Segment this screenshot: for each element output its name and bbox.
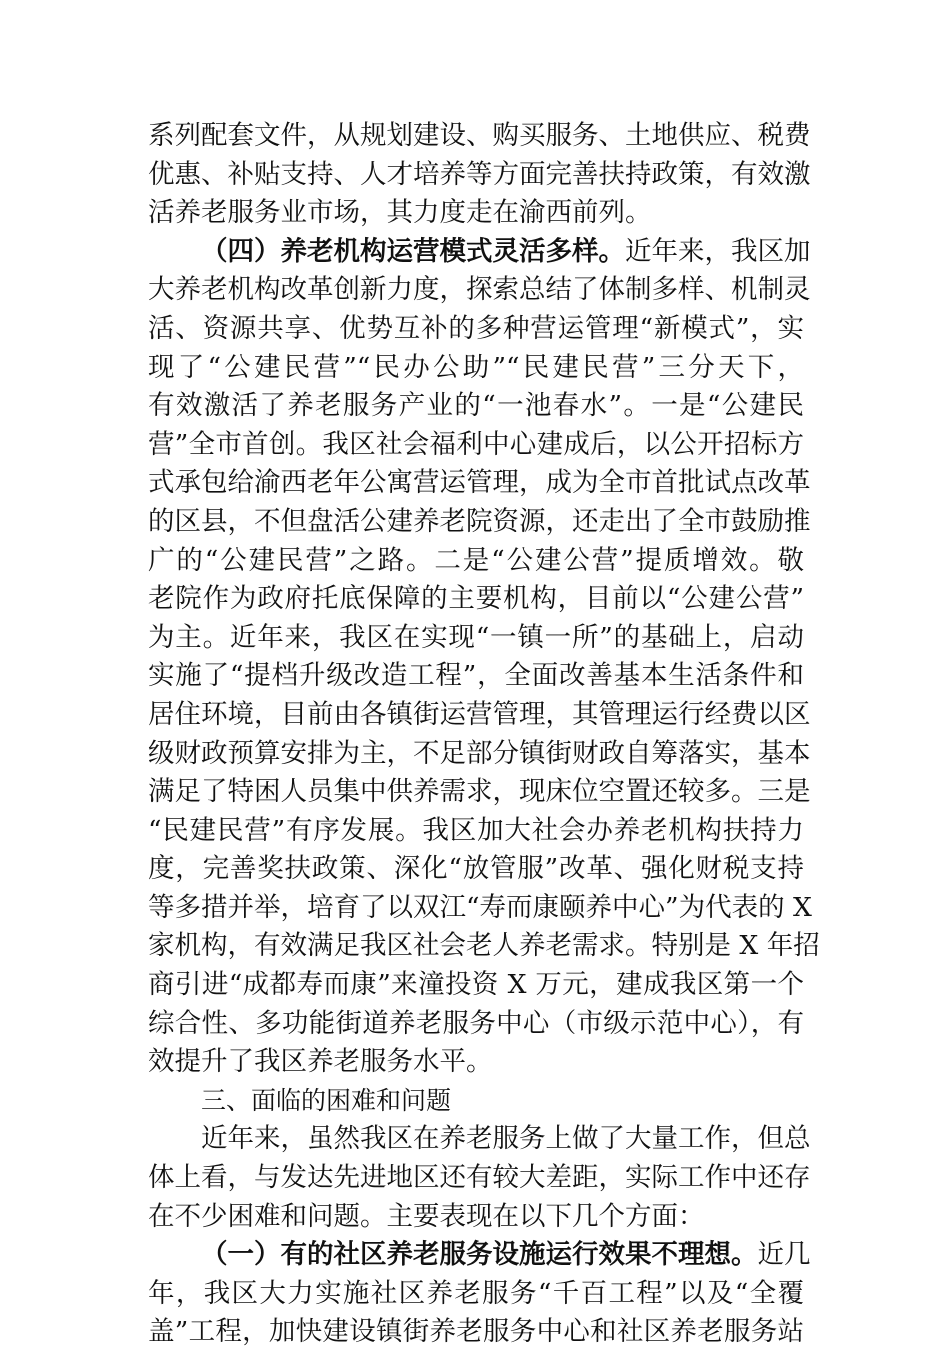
paragraph-community-facilities bbox=[148, 1236, 811, 1352]
paragraph-operation-models bbox=[148, 233, 820, 1082]
text-line: 度，完善奖扶政策、深化“放管服”改革、强化财税支持 bbox=[148, 853, 804, 885]
subsection-heading: （四）养老机构运营模式灵活多样。 bbox=[201, 235, 625, 267]
text-line: 满足了特困人员集中供养需求，现床位空置还较多。三是 bbox=[148, 776, 811, 808]
text-line: 营”全市首创。我区社会福利中心建成后，以公开招标方 bbox=[148, 428, 804, 460]
text-line: “民建民营”有序发展。我区加大社会办养老机构扶持力 bbox=[148, 814, 804, 846]
text-line: 优惠、补贴支持、人才培养等方面完善扶持政策，有效激 bbox=[148, 158, 811, 190]
text-line: 商引进“成都寿而康”来潼投资 X 万元，建成我区第一个 bbox=[148, 969, 804, 1001]
text-line: 等多措并举，培育了以双江“寿而康颐养中心”为代表的 X bbox=[148, 891, 812, 923]
text-line: 盖”工程，加快建设镇街养老服务中心和社区养老服务站 bbox=[148, 1316, 804, 1348]
document-page bbox=[148, 117, 820, 1352]
subsection-heading: （一）有的社区养老服务设施运行效果不理想。 bbox=[201, 1239, 758, 1271]
text-line: 活养老服务业市场，其力度走在渝西前列。 bbox=[148, 197, 652, 229]
text-line: 老院作为政府托底保障的主要机构，目前以“公建公营” bbox=[148, 583, 804, 615]
text-run: 近年来，我区加 bbox=[625, 235, 811, 267]
text-line bbox=[148, 1236, 811, 1275]
section-title: 三、面临的困难和问题 bbox=[201, 1085, 452, 1115]
text-line bbox=[148, 233, 811, 272]
text-line: 家机构，有效满足我区社会老人养老需求。特别是 X 年招 bbox=[148, 930, 820, 962]
text-line: 的区县，不但盘活公建养老院资源，还走出了全市鼓励推 bbox=[148, 505, 811, 537]
text-run: 近几 bbox=[757, 1239, 811, 1271]
text-line: 为主。近年来，我区在实现“一镇一所”的基础上，启动 bbox=[148, 621, 804, 653]
paragraph-difficulties-intro bbox=[148, 1120, 811, 1236]
text-line: 近年来，虽然我区在养老服务上做了大量工作，但总 bbox=[201, 1123, 811, 1155]
text-line: 级财政预算安排为主，不足部分镇街财政自筹落实，基本 bbox=[148, 737, 811, 769]
text-line: 综合性、多功能街道养老服务中心（市级示范中心），有 bbox=[148, 1007, 804, 1039]
text-line: 广的“公建民营”之路。二是“公建公营”提质增效。敬 bbox=[148, 544, 804, 576]
text-line: 现了“公建民营”“民办公助”“民建民营”三分天下， bbox=[148, 351, 804, 383]
text-line: 系列配套文件，从规划建设、购买服务、土地供应、税费 bbox=[148, 120, 811, 151]
text-line: 活、资源共享、优势互补的多种营运管理“新模式”，实 bbox=[148, 312, 804, 344]
text-line: 大养老机构改革创新力度，探索总结了体制多样、机制灵 bbox=[148, 274, 811, 306]
text-line: 居住环境，目前由各镇街运营管理，其管理运行经费以区 bbox=[148, 698, 811, 730]
text-line: 效提升了我区养老服务水平。 bbox=[148, 1046, 493, 1078]
text-line: 在不少困难和问题。主要表现在以下几个方面： bbox=[148, 1200, 705, 1232]
text-line: 式承包给渝西老年公寓营运管理，成为全市首批试点改革 bbox=[148, 467, 811, 499]
text-line: 体上看，与发达先进地区还有较大差距，实际工作中还存 bbox=[148, 1162, 811, 1194]
paragraph-policy-continuation bbox=[148, 117, 811, 233]
text-line: 有效激活了养老服务产业的“一池春水”。一是“公建民 bbox=[148, 390, 804, 422]
text-line: 年，我区大力实施社区养老服务“千百工程”以及“全覆 bbox=[148, 1277, 804, 1309]
text-line: 实施了“提档升级改造工程”，全面改善基本生活条件和 bbox=[148, 660, 804, 692]
